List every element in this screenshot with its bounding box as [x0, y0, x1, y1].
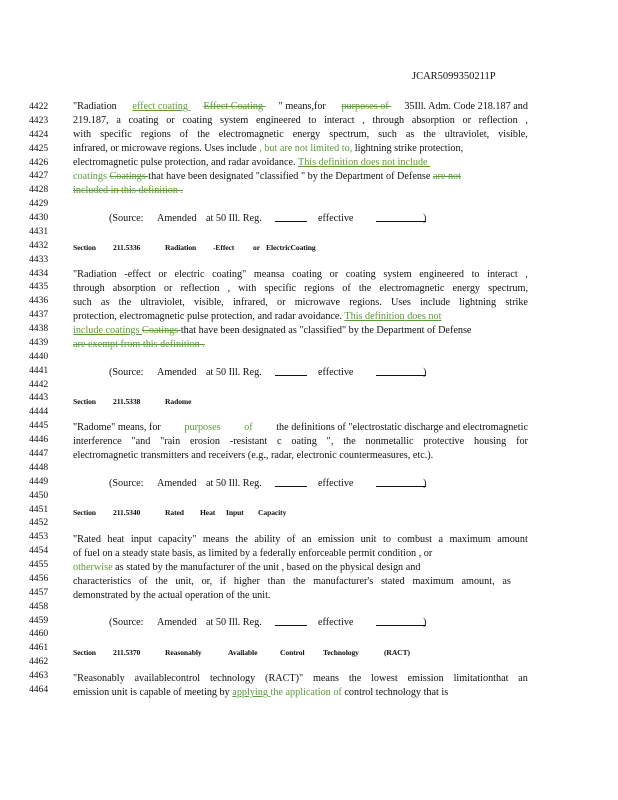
line-4439 [0, 338, 618, 352]
blank-field [376, 616, 426, 626]
line-number: 4453 [29, 531, 49, 543]
line-number: 4442 [29, 378, 49, 390]
inserted-text: applying [232, 687, 271, 698]
line-number: 4451 [29, 503, 49, 515]
line-4445: "Radome" means, for purposes of the definitions of "electrostatic discharge and electromagnetic [73, 422, 528, 433]
inserted-text: effect coating [132, 101, 191, 112]
line-4427 [0, 170, 618, 184]
blank-field [376, 212, 426, 222]
line-number: 4445 [29, 420, 49, 432]
document-code: JCAR5099350211P [412, 71, 496, 82]
line-number: 4463 [29, 670, 49, 682]
line-number: 4432 [29, 239, 49, 251]
line-4422-text: "Radiation effect coating Effect Coating " means,for purposes of 35Ill. Adm. Code 218.187 and [73, 101, 528, 112]
line-number: 4457 [29, 586, 49, 598]
line-number: 4430 [29, 212, 49, 224]
line-4428-text [73, 184, 183, 198]
line-number: 4440 [29, 350, 49, 362]
line-number: 4431 [29, 225, 49, 237]
deleted-text: purposes of [341, 101, 392, 112]
line-number: 4438 [29, 323, 49, 335]
line-4426-text: electromagnetic pulse protection, and radar avoidance. This definition does not include [73, 157, 431, 168]
section-heading-211-5336: Section 211.5336 Radiation -Effect or ElectricCoating [73, 243, 316, 252]
line-number: 4428 [29, 184, 49, 196]
deleted-text: included in this definition . [73, 185, 184, 196]
line-number: 4436 [29, 295, 49, 307]
section-heading-211-5370: Section 211.5370 Reasonably Available Control Technology (RACT) [73, 648, 410, 657]
line-4447: electromagnetic transmitters and receivers (e.g., radar, electronic countermeasures, etc.). [73, 450, 434, 461]
line-number: 4435 [29, 281, 49, 293]
line-number: 4437 [29, 309, 49, 321]
line-4423 [0, 114, 618, 128]
line-number: 4452 [29, 517, 49, 529]
blank-field [376, 477, 426, 487]
line-number: 4424 [29, 128, 49, 140]
line-4436: such as the ultraviolet, visible, infrared, or microwave regions. Uses include lightning strike [73, 297, 528, 308]
section-heading-211-5338: Section 211.5338 Radome [73, 397, 192, 406]
line-number: 4447 [29, 448, 49, 459]
line-number: 4460 [29, 628, 49, 640]
line-number: 4439 [29, 336, 49, 348]
line-number: 4458 [29, 600, 49, 612]
line-4425 [0, 142, 618, 156]
inserted-text: of [244, 422, 256, 433]
inserted-text: of [333, 687, 345, 698]
line-4435: through absorption or reflection , with specific regions of the electromagnetic energy spectrum, [73, 283, 528, 294]
line-number: 4441 [29, 364, 49, 376]
blank-field [275, 477, 307, 487]
inserted-text: otherwise [73, 562, 116, 573]
inserted-text: coatings [73, 171, 110, 182]
line-number: 4422 [29, 101, 49, 112]
inserted-text: This definition does not [344, 311, 442, 322]
blank-field [275, 366, 307, 376]
deleted-text: Effect Coating [203, 101, 266, 112]
line-number: 4426 [29, 156, 49, 168]
line-number: 4464 [29, 683, 49, 695]
line-number: 4462 [29, 656, 49, 668]
line-number: 4443 [29, 392, 49, 404]
line-4437: protection, electromagnetic pulse protection, and radar avoidance. This definition does not [73, 311, 442, 322]
inserted-text: , but are not limited to, [259, 143, 355, 154]
line-4423-text: 219.187, a coating or coating system engineered to interact , through absorption or reflection , [73, 115, 528, 126]
line-number: 4434 [29, 267, 49, 279]
line-4428 [0, 184, 618, 198]
blank-field [376, 366, 426, 376]
line-number: 4461 [29, 642, 49, 654]
line-4425-text: infrared, or microwave regions. Uses include , but are not limited to, lightning strike protection, [73, 143, 464, 154]
line-4427-text: coatings Coatings that have been designated "classified " by the Department of Defense are not [73, 171, 461, 182]
line-4456: characteristics of the unit, or, if higher than the manufacturer's stated maximum amount, as [73, 576, 511, 587]
inserted-text: include coatings [73, 325, 143, 336]
line-number: 4450 [29, 489, 49, 501]
line-4455: otherwise as stated by the manufacturer of the unit , based on the physical design and [73, 562, 421, 573]
line-number: 4429 [29, 198, 49, 210]
line-4424 [0, 128, 618, 142]
inserted-text: purposes [184, 422, 224, 433]
line-number: 4427 [29, 170, 49, 182]
line-4434: "Radiation -effect or electric coating" meansa coating or coating system engineered to interact , [73, 269, 528, 280]
line-number: 4454 [29, 545, 49, 557]
line-number: 4423 [29, 114, 49, 126]
blank-field [275, 616, 307, 626]
deleted-text: Coatings [142, 325, 181, 336]
deleted-text: are exempt from this definition . [73, 339, 205, 350]
line-number: 4456 [29, 572, 49, 584]
line-4464: emission unit is capable of meeting by applying the application of control technology that is [73, 687, 449, 698]
source-note: (Source: Amended at 50 Ill. Reg. effective ) [109, 367, 427, 378]
line-number: 4446 [29, 434, 49, 446]
deleted-text: are not [432, 171, 461, 182]
deleted-text: Coatings [109, 171, 149, 182]
line-4453: "Rated heat input capacity" means the ability of an emission unit to combust a maximum amount [73, 534, 528, 545]
line-number: 4459 [29, 614, 49, 626]
blank-field [275, 212, 307, 222]
line-4463: "Reasonably availablecontrol technology (RACT)" means the lowest emission limitationthat an [73, 673, 528, 684]
line-4438: include coatings Coatings that have been designated as "classified" by the Department of Defense [73, 325, 472, 336]
line-number: 4433 [29, 253, 49, 265]
line-4422 [0, 100, 618, 114]
line-number: 4425 [29, 142, 49, 154]
inserted-text: This definition does not include [297, 157, 431, 168]
inserted-text: the application [270, 687, 334, 698]
section-heading-211-5340: Section 211.5340 Rated Heat Input Capacity [73, 508, 287, 517]
source-note: (Source: Amended at 50 Ill. Reg. effective ) [109, 213, 427, 224]
line-4424-text: with specific regions of the electromagnetic energy spectrum, such as the ultraviolet, visible, [73, 129, 528, 140]
line-4457: demonstrated by the actual operation of the unit. [73, 590, 271, 601]
line-number: 4448 [29, 461, 49, 473]
source-note: (Source: Amended at 50 Ill. Reg. effective ) [109, 617, 427, 628]
line-4454: of fuel on a steady state basis, as limited by a federally enforceable permit condition , or [73, 548, 433, 559]
line-4446: interference "and "rain erosion -resistant c oating ", the nonmetallic protective housing for [73, 436, 528, 447]
line-number: 4455 [29, 559, 49, 571]
line-4426 [0, 156, 618, 170]
line-number: 4444 [29, 406, 49, 418]
source-note: (Source: Amended at 50 Ill. Reg. effective ) [109, 478, 427, 489]
line-number: 4449 [29, 475, 49, 487]
